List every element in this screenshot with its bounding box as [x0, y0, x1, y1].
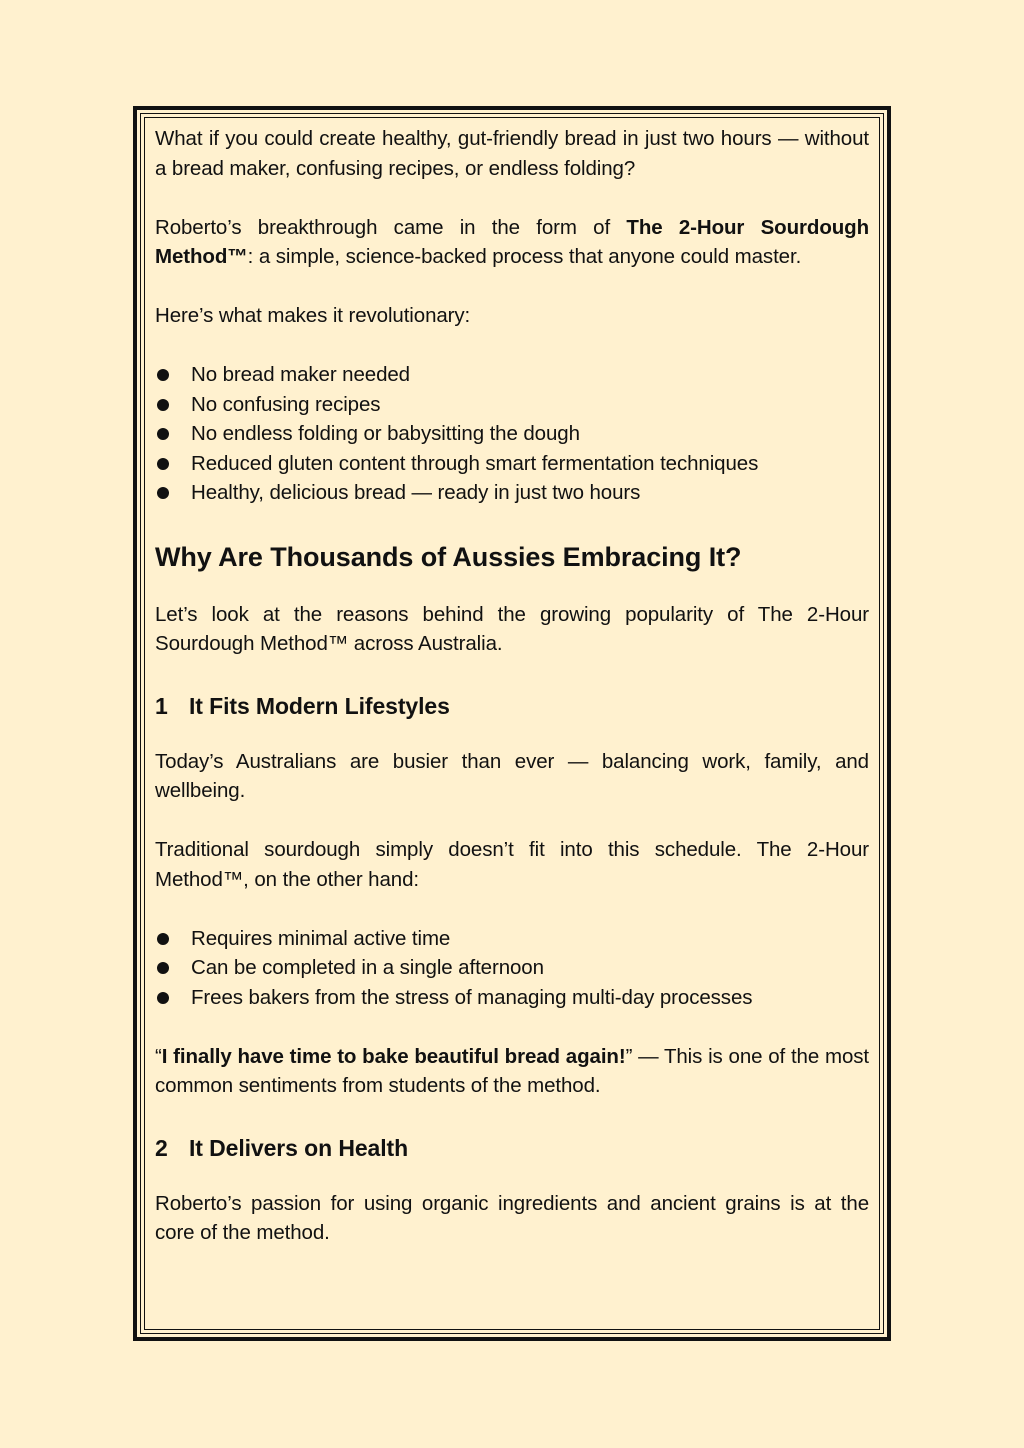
bullet-icon [157, 992, 169, 1004]
bullet-icon [157, 487, 169, 499]
intro-question: What if you could create healthy, gut-friendly bread in just two hours — without a bread maker, confusing recipes, or endless folding? [155, 127, 869, 180]
breakthrough-text-start: Roberto’s breakthrough came in the form of [155, 215, 627, 239]
reason-number: 2 [155, 1134, 168, 1161]
reason-heading-2 [155, 1133, 869, 1163]
bullet-icon [157, 399, 169, 411]
reason-number: 1 [155, 692, 168, 719]
list-item [155, 419, 869, 449]
breakthrough-text-end: : a simple, science-backed process that anyone could master. [247, 245, 802, 268]
list-item [155, 983, 869, 1013]
section-heading-why: Why Are Thousands of Aussies Embracing It? [155, 541, 742, 572]
testimonial-quote [155, 1042, 869, 1101]
list-item [155, 924, 869, 954]
breakthrough-paragraph [155, 213, 869, 272]
quote-bold-text: I finally have time to bake beautiful bread again! [161, 1044, 626, 1068]
reason-title: It Delivers on Health [189, 1134, 409, 1161]
list-item [155, 360, 869, 390]
quote-close-mark: ” [625, 1044, 633, 1068]
list-item-text: Can be completed in a single afternoon [191, 956, 544, 979]
bullet-icon [157, 458, 169, 470]
why-intro-paragraph: Let’s look at the reasons behind the growing popularity of The 2-Hour Sourdough Method™ across Australia. [155, 602, 869, 655]
bullet-icon [157, 369, 169, 381]
reason-heading-1 [155, 691, 869, 721]
method-name-bold: The 2-Hour Sourdough Method™ [155, 215, 870, 268]
quote-trailing-text: — This is one of the most common sentiments from students of the method. [155, 1044, 869, 1097]
list-item [155, 953, 869, 983]
reason1-paragraph-2: Traditional sourdough simply doesn’t fit into this schedule. The 2-Hour Method™, on the other hand: [155, 838, 869, 891]
features-list [155, 360, 869, 508]
bullet-icon [157, 428, 169, 440]
list-item [155, 478, 869, 508]
reason1-paragraph-1: Today’s Australians are busier than ever — balancing work, family, and wellbeing. [155, 749, 869, 802]
list-item-text: No endless folding or babysitting the dough [191, 422, 580, 445]
reason-title: It Fits Modern Lifestyles [189, 692, 450, 719]
bullet-icon [157, 962, 169, 974]
list-item-text: No bread maker needed [191, 363, 410, 386]
list-item-text: Healthy, delicious bread — ready in just two hours [191, 481, 641, 504]
reason2-paragraph-1: Roberto’s passion for using organic ingredients and ancient grains is at the core of the method. [155, 1191, 869, 1244]
quote-open-mark: “ [155, 1044, 162, 1068]
list-item-text: No confusing recipes [191, 392, 381, 416]
article-body [155, 124, 869, 1248]
list-item [155, 449, 869, 479]
bullet-icon [157, 933, 169, 945]
revolutionary-lead: Here’s what makes it revolutionary: [155, 304, 471, 327]
list-item-text: Reduced gluten content through smart fermentation techniques [191, 451, 759, 475]
list-item-text: Requires minimal active time [191, 926, 451, 950]
list-item-text: Frees bakers from the stress of managing multi-day processes [191, 985, 753, 1009]
list-item [155, 390, 869, 420]
benefits-list [155, 924, 869, 1013]
